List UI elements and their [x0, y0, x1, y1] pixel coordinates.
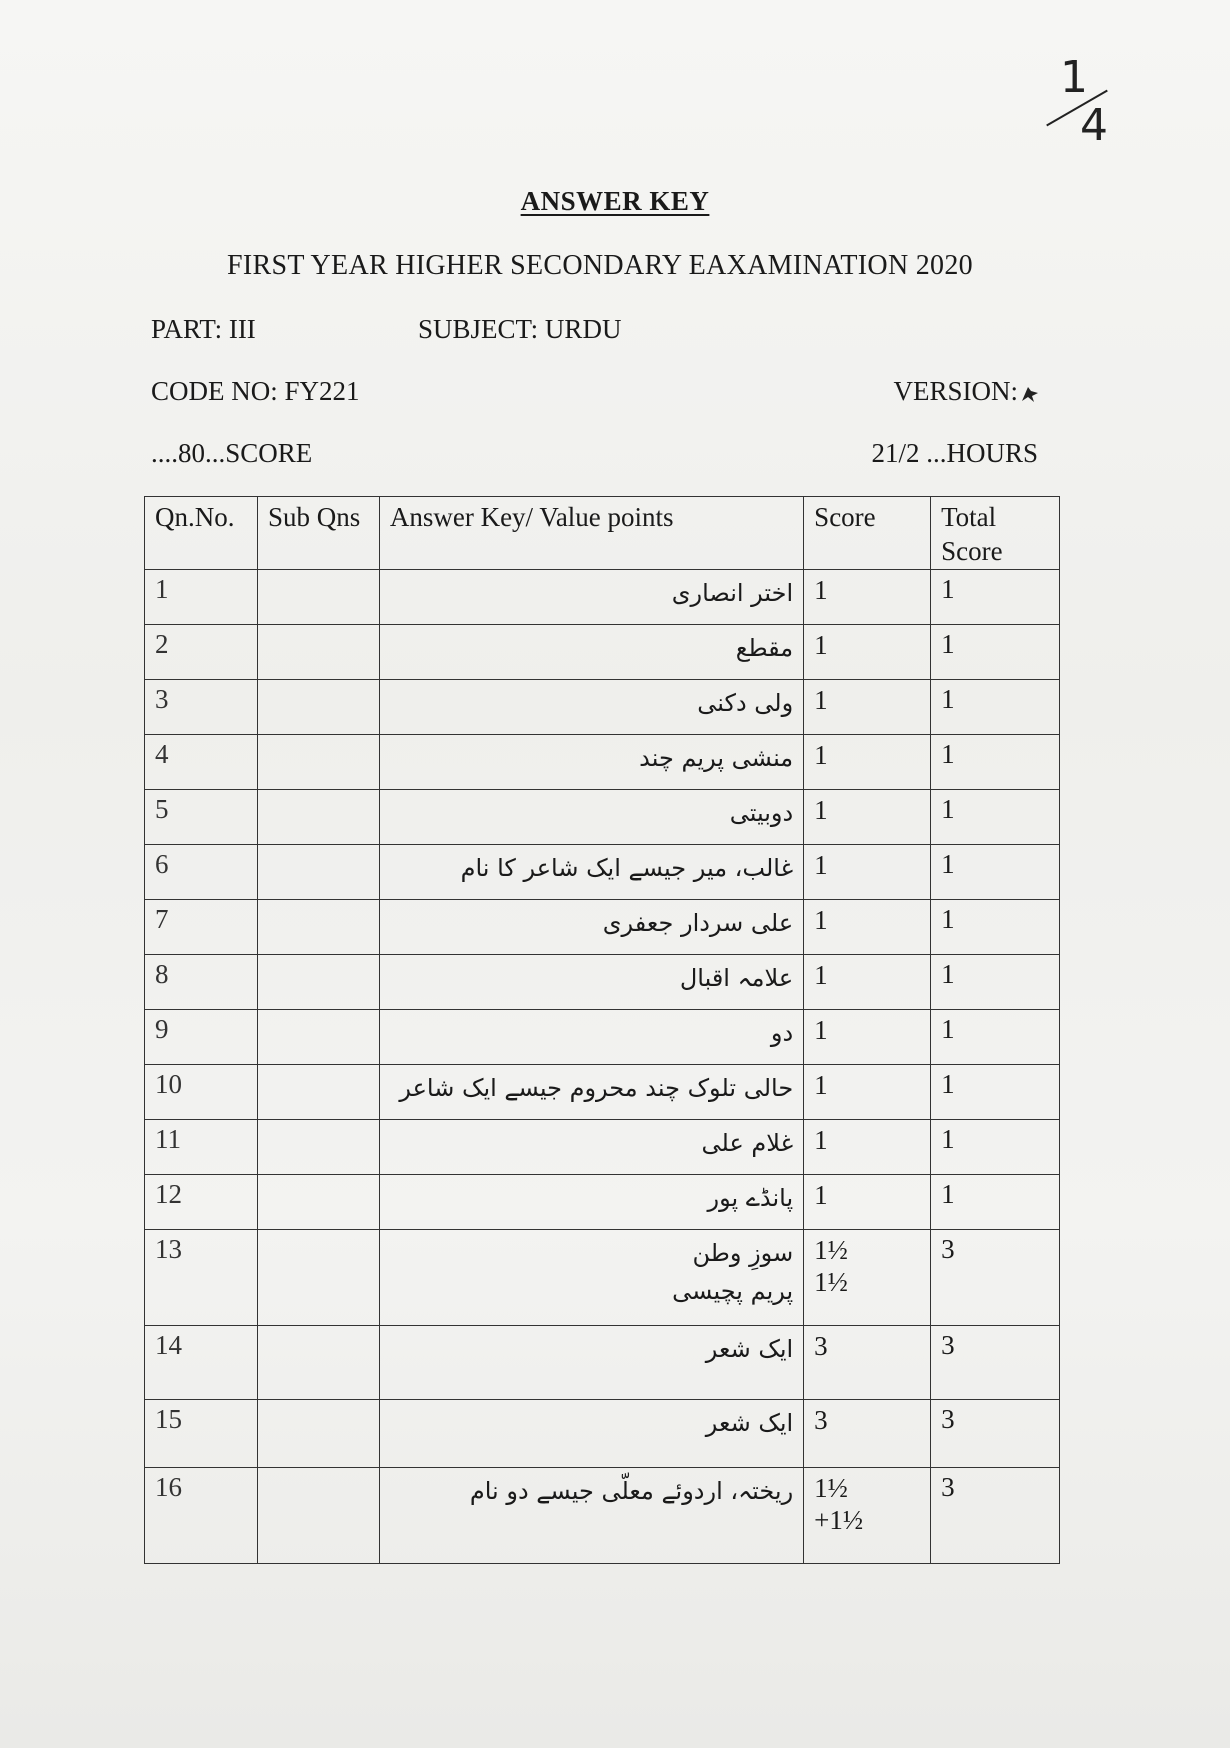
sub-question [257, 899, 379, 954]
answer-text: ولی دکنی [697, 688, 794, 717]
sub-question [257, 1009, 379, 1064]
answer-text: ایک شعر [705, 1334, 794, 1363]
question-number: 4 [145, 734, 258, 789]
score-value: 3 [814, 1404, 828, 1435]
answer-cell [379, 789, 803, 844]
question-number: 8 [145, 954, 258, 1009]
table-row [145, 844, 1060, 899]
score-cell [804, 899, 931, 954]
question-number: 6 [145, 844, 258, 899]
score-cell [804, 1399, 931, 1467]
score-value: 1 [814, 794, 828, 825]
score-cell [804, 954, 931, 1009]
score-value: +1½ [814, 1504, 864, 1535]
answer-cell [379, 679, 803, 734]
exam-title: FIRST YEAR HIGHER SECONDARY EAXAMINATION 2020 [227, 250, 973, 281]
answer-text: علامہ اقبال [679, 963, 794, 992]
table-row [145, 1009, 1060, 1064]
sub-question [257, 679, 379, 734]
answer-text: علی سردار جعفری [602, 908, 794, 937]
answer-text: دو [770, 1018, 794, 1047]
total-score: 1 [931, 1064, 1060, 1119]
answer-text: مقطع [735, 633, 794, 662]
table-row [145, 1399, 1060, 1467]
score-cell [804, 734, 931, 789]
score-cell [804, 1119, 931, 1174]
score-value: 1 [814, 739, 828, 770]
header-total: Total Score [931, 497, 1060, 570]
score-cell [804, 789, 931, 844]
answer-text: پانڈے پور [707, 1183, 794, 1212]
duration-label: 21/2 ...HOURS [871, 438, 1038, 468]
sub-question [257, 1229, 379, 1325]
score-cell [804, 1174, 931, 1229]
table-row [145, 899, 1060, 954]
answer-cell [379, 1064, 803, 1119]
total-score: 3 [931, 1325, 1060, 1399]
answer-text: غلام علی [701, 1128, 794, 1157]
table-row [145, 1064, 1060, 1119]
sub-question [257, 569, 379, 624]
total-score: 1 [931, 679, 1060, 734]
sub-question [257, 954, 379, 1009]
part-label: PART: III [151, 314, 256, 344]
total-score: 1 [931, 1119, 1060, 1174]
total-score: 1 [931, 899, 1060, 954]
table-row [145, 624, 1060, 679]
table-row [145, 679, 1060, 734]
sub-question [257, 789, 379, 844]
score-value: 1 [814, 959, 828, 990]
question-number: 13 [145, 1229, 258, 1325]
total-score: 1 [931, 789, 1060, 844]
score-value: 1 [814, 574, 828, 605]
score-value: 1 [814, 904, 828, 935]
sub-question [257, 1119, 379, 1174]
table-body [145, 569, 1060, 1563]
sub-question [257, 1399, 379, 1467]
answer-text: ایک شعر [705, 1408, 794, 1437]
sub-question [257, 734, 379, 789]
total-score: 1 [931, 569, 1060, 624]
table-row [145, 1229, 1060, 1325]
header-sub: Sub Qns [257, 497, 379, 570]
header-answer: Answer Key/ Value points [379, 497, 803, 570]
score-value: 1 [814, 849, 828, 880]
question-number: 12 [145, 1174, 258, 1229]
question-number: 16 [145, 1467, 258, 1563]
answer-cell [379, 1009, 803, 1064]
table-header-row [145, 497, 1060, 570]
total-score: 1 [931, 844, 1060, 899]
total-score: 3 [931, 1467, 1060, 1563]
total-score: 1 [931, 734, 1060, 789]
score-value: 1 [814, 684, 828, 715]
answer-cell [379, 1174, 803, 1229]
answer-cell [379, 569, 803, 624]
answer-cell [379, 1119, 803, 1174]
score-cell [804, 844, 931, 899]
score-value: 1 [814, 1124, 828, 1155]
sub-question [257, 1174, 379, 1229]
table-row [145, 954, 1060, 1009]
answer-cell [379, 1325, 803, 1399]
total-score: 1 [931, 1009, 1060, 1064]
header-qn: Qn.No. [145, 497, 258, 570]
page-mark-top: 1 [1060, 52, 1088, 103]
sub-question [257, 624, 379, 679]
total-score: 1 [931, 954, 1060, 1009]
answer-cell [379, 954, 803, 1009]
answer-cell [379, 899, 803, 954]
table-row [145, 1119, 1060, 1174]
answer-text: اختر انصاری [671, 578, 794, 607]
total-score: 3 [931, 1399, 1060, 1467]
total-score: 3 [931, 1229, 1060, 1325]
score-value: 1½ [814, 1234, 848, 1265]
question-number: 2 [145, 624, 258, 679]
question-number: 11 [145, 1119, 258, 1174]
answer-text: پریم پچیسی [672, 1276, 794, 1305]
score-cell [804, 569, 931, 624]
score-value: 1 [814, 1179, 828, 1210]
score-cell [804, 1325, 931, 1399]
score-cell [804, 679, 931, 734]
table-row [145, 734, 1060, 789]
score-value: 1 [814, 1014, 828, 1045]
answer-cell [379, 844, 803, 899]
question-number: 1 [145, 569, 258, 624]
question-number: 10 [145, 1064, 258, 1119]
sub-question [257, 844, 379, 899]
table-row [145, 1325, 1060, 1399]
subject-label: SUBJECT: URDU [418, 314, 622, 344]
max-score-label: ....80...SCORE [151, 438, 313, 468]
page-mark-bottom: 4 [1080, 100, 1108, 151]
table-row [145, 789, 1060, 844]
question-number: 14 [145, 1325, 258, 1399]
score-value: 3 [814, 1330, 828, 1361]
question-number: 3 [145, 679, 258, 734]
question-number: 9 [145, 1009, 258, 1064]
version-label: VERSION: [893, 376, 1040, 407]
answer-cell [379, 1467, 803, 1563]
answer-cell [379, 734, 803, 789]
total-score: 1 [931, 1174, 1060, 1229]
version-mark-icon [1020, 385, 1040, 403]
table-row [145, 1467, 1060, 1563]
answer-text: حالی تلوک چند محروم جیسے ایک شاعر [399, 1073, 794, 1102]
answer-text: دوبیتی [729, 798, 794, 827]
score-cell [804, 1467, 931, 1563]
score-cell [804, 624, 931, 679]
header-score: Score [804, 497, 931, 570]
sub-question [257, 1064, 379, 1119]
question-number: 7 [145, 899, 258, 954]
total-score: 1 [931, 624, 1060, 679]
answer-text: غالب، میر جیسے ایک شاعر کا نام [460, 853, 794, 882]
table-row [145, 1174, 1060, 1229]
answer-text: ریختہ، اردوئے معلّی جیسے دو نام [469, 1476, 794, 1505]
score-cell [804, 1064, 931, 1119]
answer-cell [379, 1229, 803, 1325]
page-number-mark [1030, 52, 1120, 162]
score-value: 1 [814, 629, 828, 660]
score-value: 1 [814, 1069, 828, 1100]
score-value: 1½ [814, 1472, 848, 1503]
question-number: 5 [145, 789, 258, 844]
answer-cell [379, 624, 803, 679]
answer-text: منشی پریم چند [639, 743, 794, 772]
question-number: 15 [145, 1399, 258, 1467]
score-cell [804, 1009, 931, 1064]
document-title: ANSWER KEY [520, 186, 710, 216]
table-row [145, 569, 1060, 624]
code-label: CODE NO: FY221 [151, 376, 360, 406]
score-cell [804, 1229, 931, 1325]
answer-key-table [144, 496, 1060, 1564]
score-value: 1½ [814, 1266, 848, 1297]
sub-question [257, 1325, 379, 1399]
answer-text: سوزِ وطن [692, 1238, 794, 1267]
answer-cell [379, 1399, 803, 1467]
sub-question [257, 1467, 379, 1563]
